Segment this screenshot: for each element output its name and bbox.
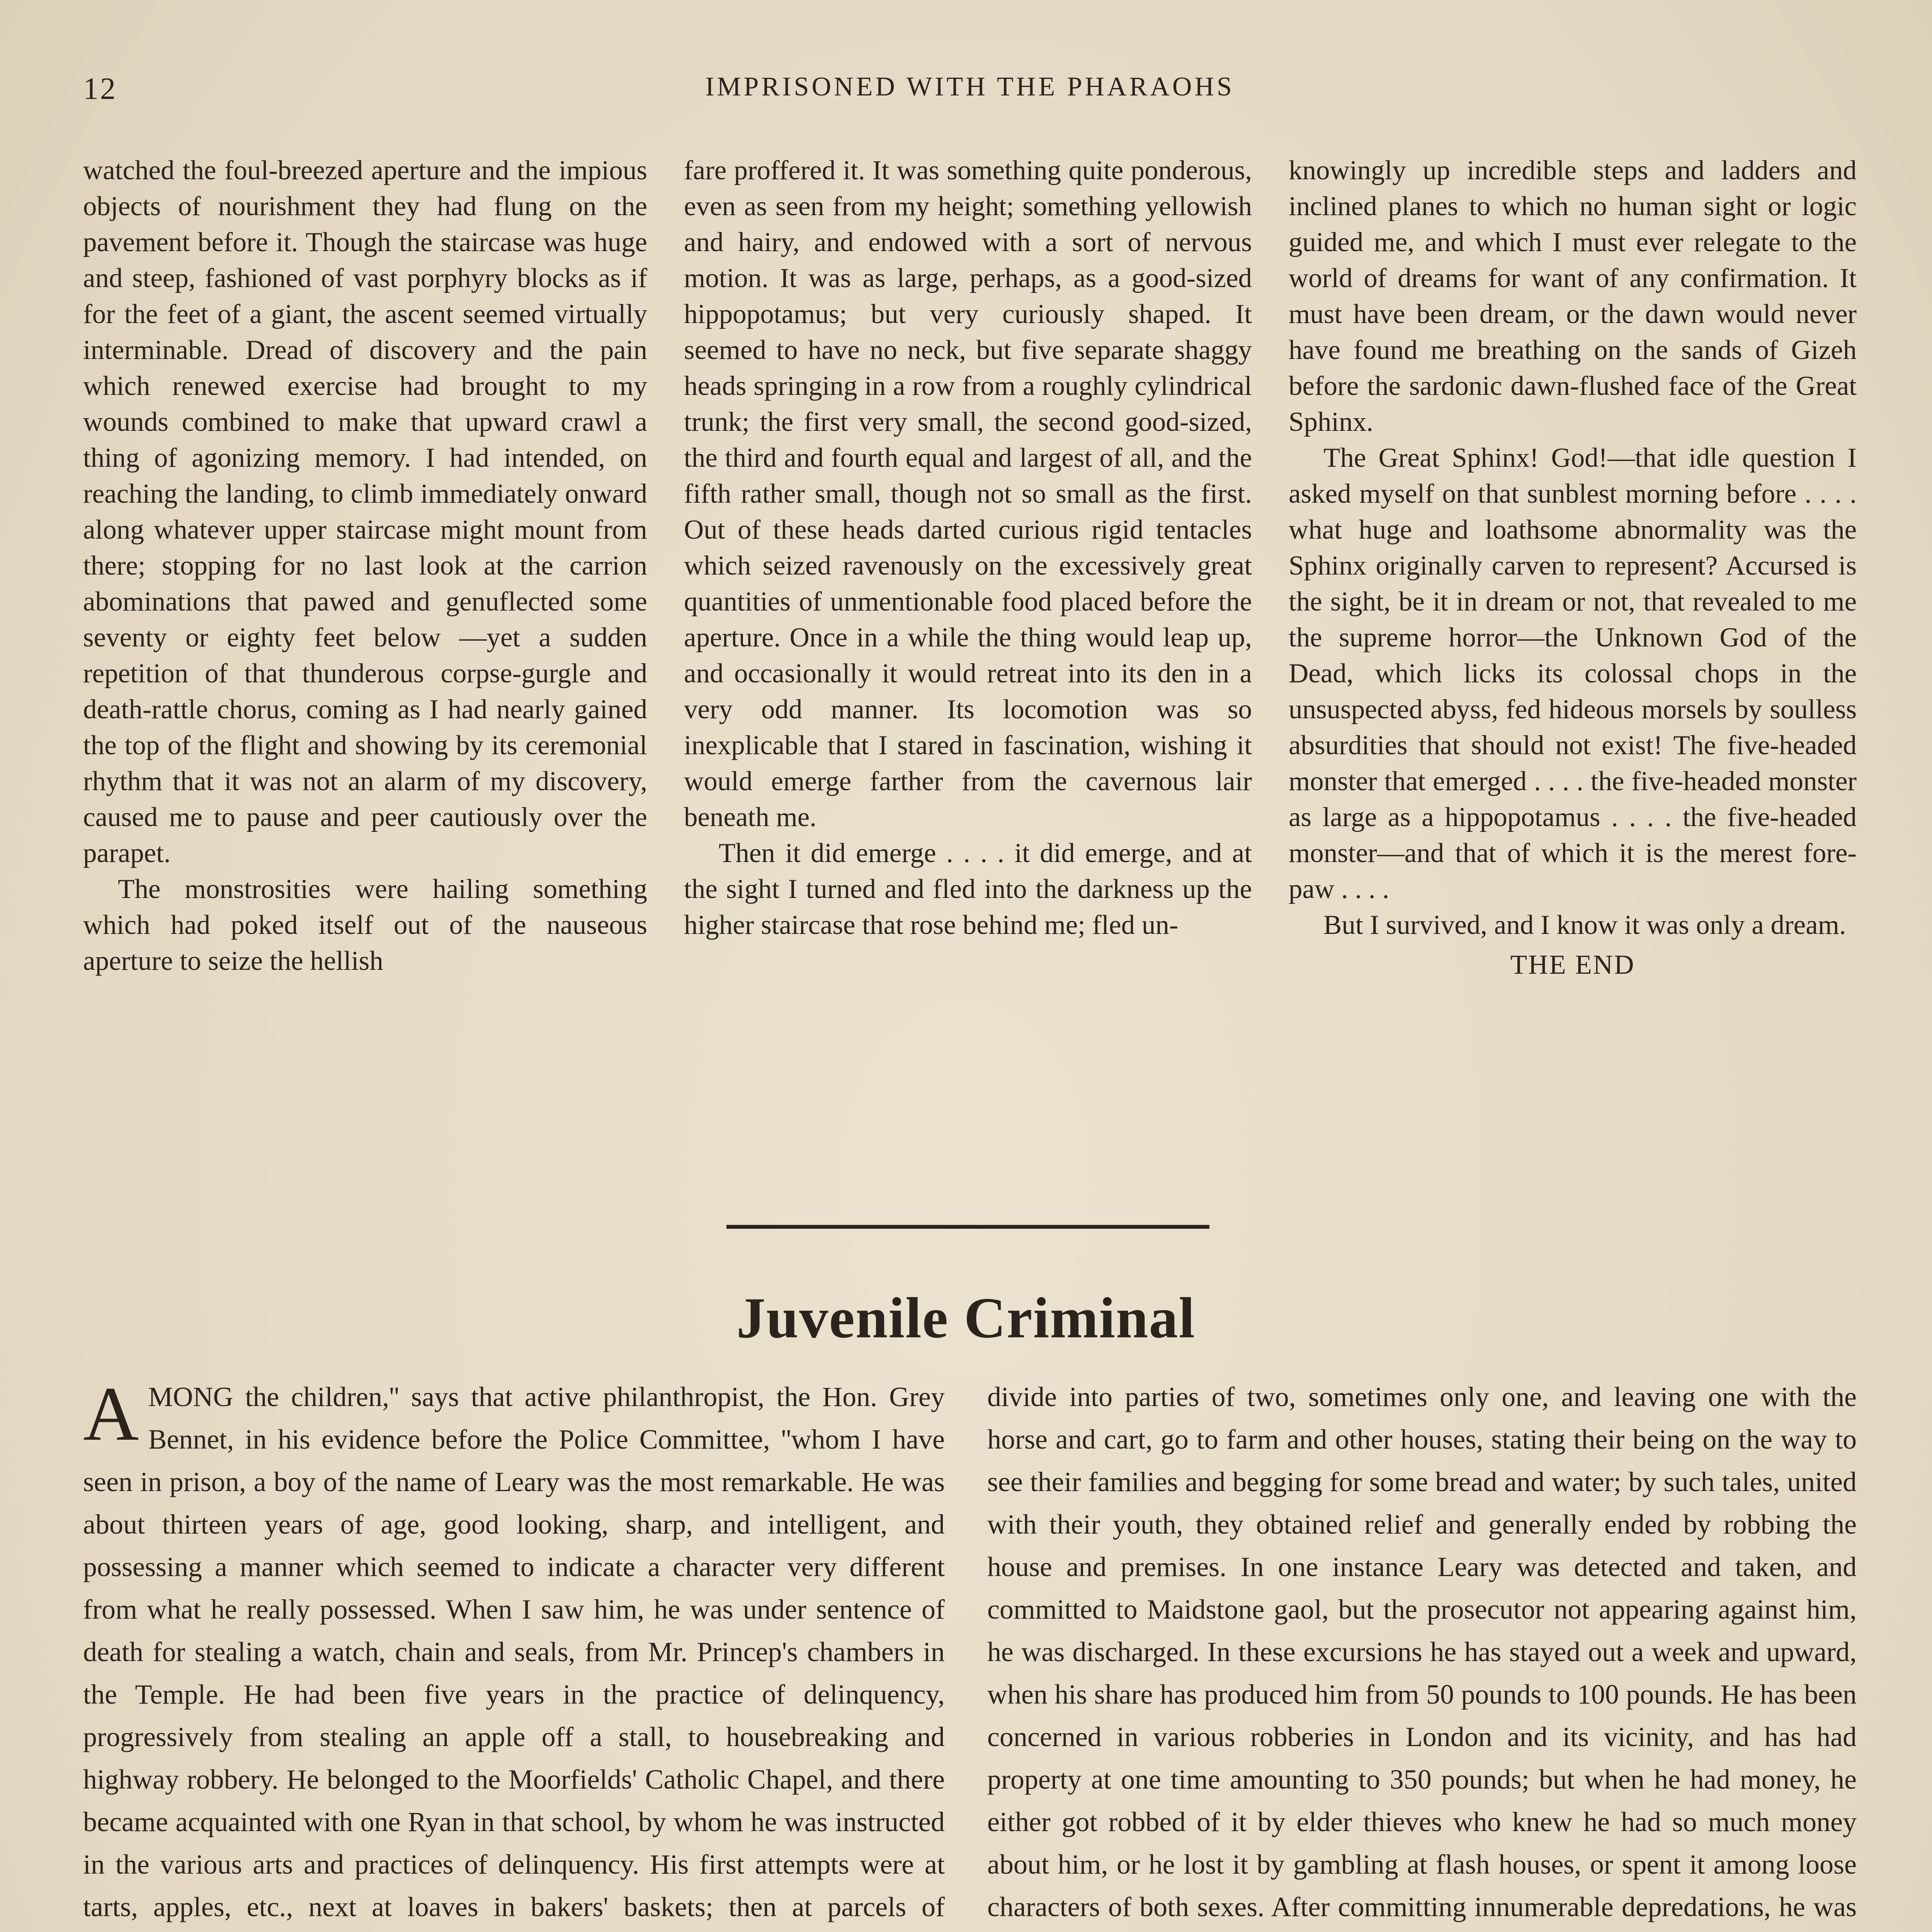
paragraph: But I survived, and I know it was only a dream.	[1323, 910, 1846, 940]
paragraph: fare proffered it. It was something quite ponderous, even as seen from my height; something yellowish and hairy, and endowed with a sort of nervous motion. It was as large, perhaps, as a good-sized hippopotamus; but very curiously shaped. It seemed to have no neck, but five separate shaggy heads springing in a row from a roughly cylindrical trunk; the first very small, the second good-sized, the third and fourth equal and largest of all, and the fifth rather small, though not so small as the first. Out of these heads darted curious rigid tentacles which seized ravenously on the excessively great quantities of unmentionable food placed before the aperture. Once in a while the thing would leap up, and occasionally it would retreat into its den in a very odd manner. Its locomotion was so inexplicable that I stared in fascination, wishing it would emerge farther from the cavernous lair beneath me.	[684, 155, 1252, 832]
paragraph-text: MONG the children,'' says that active philanthropist, the Hon. Grey Bennet, in his evidence before the Police Committee, ''whom I have seen in prison, a boy of the name of Leary was the most remarkable. He was about thirteen years of age, good looking, sharp, and intelligent, and possessing a manner which seemed to indicate a character very different from what he really possessed. When I saw him, he was under sentence of death for stealing a watch, chain and seals, from Mr. Princep's chambers in the Temple. He had been five years in the practice of delinquency, progressively from stealing an apple off a stall, to housebreaking and highway robbery. He belonged to the Moorfields' Catholic Chapel, and there became acquainted with one Ryan in that school, by whom he was instructed in the various arts and practices of delinquency. His first attempts were at tarts, apples, etc., next at loaves in bakers' baskets; then at parcels of	[83, 1381, 945, 1922]
story-column-1	[83, 153, 647, 979]
article-column-1	[83, 1371, 945, 1932]
page-number: 12	[83, 72, 117, 106]
paragraph: knowingly up incredible steps and ladders and inclined planes to which no human sight or logic guided me, and which I must ever relegate to the world of dreams for want of any confirmation. It must have been dream, or the dawn would never have found me breathing on the sands of Gizeh before the sardonic dawn-flushed face of the Great Sphinx.	[1289, 155, 1857, 437]
paragraph: The monstrosities were hailing something which had poked itself out of the nauseous aperture to seize the hellish	[83, 874, 647, 976]
article-column-2	[987, 1376, 1857, 1932]
story-column-2	[684, 153, 1252, 943]
paragraph: Then it did emerge . . . . it did emerge, and at the sight I turned and fled into the darkness up the higher staircase that rose behind me; fled un-	[684, 838, 1252, 940]
story-column-3	[1289, 153, 1857, 983]
paragraph: divide into parties of two, sometimes only one, and leaving one with the horse and cart, go to farm and other houses, stating their being on the way to see their families and begging for some bread and water; by such tales, united with their youth, they obtained relief and generally ended by robbing the house and premises. In one instance Leary was detected and taken, and committed to Maidstone gaol, but the prosecutor not appearing against him, he was discharged. In these excursions he has stayed out a week and upward, when his share has produced him from 50 pounds to 100 pounds. He has been concerned in various robberies in London and its vicinity, and has had property at one time amounting to 350 pounds; but when he had money, he either got robbed of it by elder thieves who knew he had so much money about him, or he lost it by gambling at flash houses, or spent it among loose characters of both sexes. After committing innumerable depredations, he was	[987, 1381, 1857, 1922]
paragraph: watched the foul-breezed aperture and the impious objects of nourishment they had flung on the pavement before it. Though the staircase was huge and steep, fashioned of vast porphyry blocks as if for the feet of a giant, the ascent seemed virtually interminable. Dread of discovery and the pain which renewed exercise had brought to my wounds combined to make that upward crawl a thing of agonizing memory. I had intended, on reaching the landing, to climb immediately onward along whatever upper staircase might mount from there; stopping for no last look at the carrion abominations that pawed and genuflected some seventy or eighty feet below —yet a sudden repetition of that thunderous corpse-gurgle and death-rattle chorus, coming as I had nearly gained the top of the flight and showing by its ceremonial rhythm that it was not an alarm of my discovery, caused me to pause and peer cautiously over the parapet.	[83, 155, 647, 868]
paragraph: The Great Sphinx! God!—that idle question I asked myself on that sunblest morning before . . . . what huge and loathsome abnormality was the Sphinx originally carven to represent? Accursed is the sight, be it in dream or not, that revealed to me the supreme horror—the Unknown God of the Dead, which licks its colossal chops in the unsuspected abyss, fed hideous morsels by soulless absurdities that should not exist! The five-headed monster that emerged . . . . the five-headed monster as large as a hippopotamus . . . . the five-headed monster—and that of which it is the merest fore-paw . . . .	[1289, 443, 1857, 904]
article-title: Juvenile Criminal	[736, 1286, 1196, 1350]
running-title: IMPRISONED WITH THE PHARAOHS	[705, 72, 1235, 102]
the-end-label: THE END	[1510, 950, 1635, 980]
page-header	[83, 71, 1857, 114]
section-divider	[726, 1225, 1209, 1229]
paragraph	[83, 1371, 945, 1932]
drop-cap: A	[83, 1371, 139, 1457]
